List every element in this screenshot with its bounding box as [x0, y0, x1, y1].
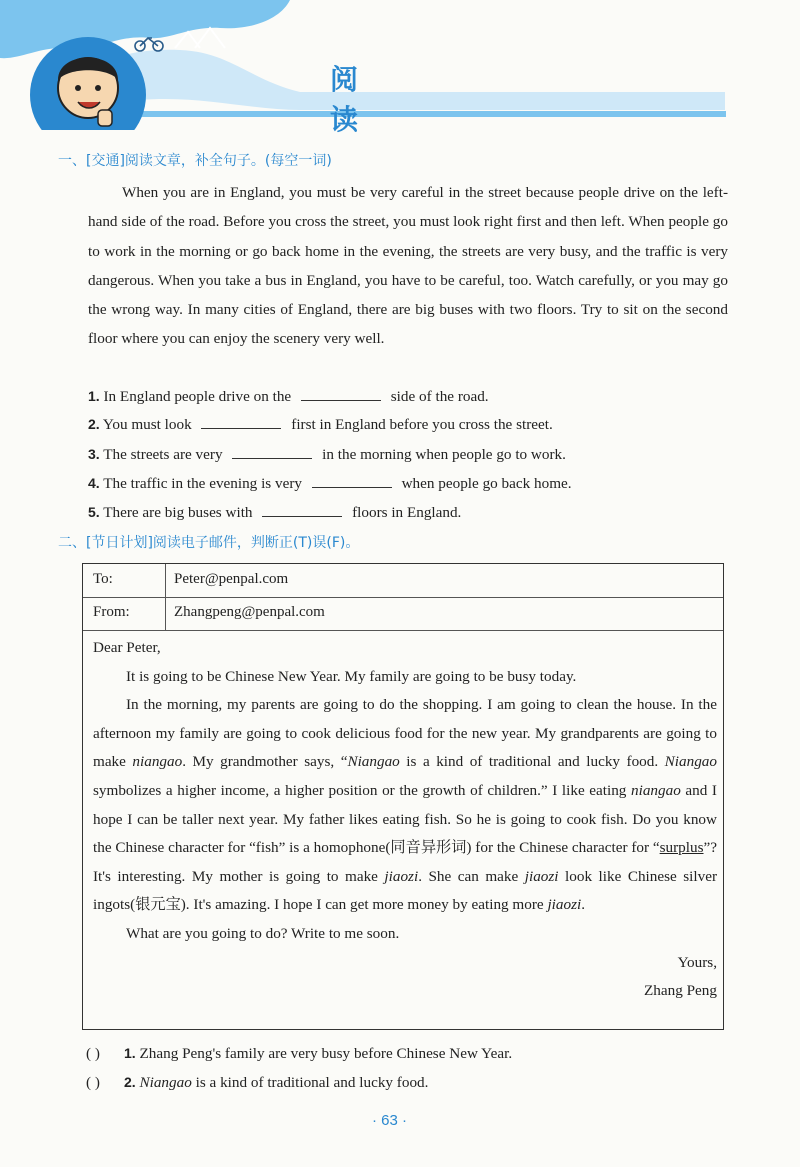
section1-heading: 一、[交通]阅读文章，补全句子。(每空一词) — [58, 153, 332, 169]
answer-blank[interactable] — [201, 414, 281, 429]
text-run: . My grandmother says, “ — [182, 753, 348, 771]
question-text-after: floors in England. — [352, 504, 462, 521]
italic-term: niangao — [132, 753, 183, 771]
email-paragraph-2 — [93, 691, 717, 920]
question-text-before: There are big buses with — [103, 504, 253, 521]
answer-blank[interactable] — [301, 386, 381, 401]
question-number: 5. — [88, 504, 100, 520]
italic-term: jiaozi — [547, 896, 582, 914]
question-text-before: The traffic in the evening is very — [103, 475, 302, 492]
italic-term: jiaozi — [384, 867, 419, 885]
tf-question-1 — [86, 1045, 512, 1063]
email-paragraph-3: What are you going to do? Write to me soon. — [126, 924, 400, 942]
cloud-shape — [0, 0, 290, 58]
answer-paren[interactable]: ( ) — [86, 1045, 100, 1062]
question-2 — [88, 414, 553, 434]
question-text-after: when people go back home. — [401, 475, 572, 492]
answer-blank[interactable] — [312, 473, 392, 488]
email-body — [93, 634, 717, 1006]
email-closing: Yours, — [677, 953, 717, 971]
text-run: . — [581, 896, 586, 914]
passage-text: When you are in England, you must be very careful in the street because people drive on the left-hand side of the road. Before you cross the street, you must look right first and then left. When people go to work in the morning or go back home in the evening, the streets are very busy, and the traffic is very dangerous. When you take a bus in England, you have to be careful, too. Watch carefully, or you may go the wrong way. In many cities of England, there are big buses with two floors. Try to sit on the second floor where you can enjoy the scenery very well. — [88, 184, 728, 348]
text-run: In the morning, my parents are going to do the shopping. I am going to clean the house. In the afternoon my family are going to cook delicious food for the new year. My grandparents are going to make — [93, 696, 717, 771]
question-number: 4. — [88, 475, 100, 491]
question-text-after: in the morning when people go to work. — [322, 446, 566, 463]
email-paragraph-1: It is going to be Chinese New Year. My family are going to be busy today. — [126, 667, 577, 685]
text-run: and I hope I can be taller next year. My father likes eating fish. So he is going to cook fish. Do you know the Chinese character for “fish” is a homophone(同音异形词) for the Chinese character for “ — [93, 781, 717, 857]
text-run: is a kind of traditional and lucky food. — [399, 753, 665, 771]
from-label: From: — [93, 604, 130, 620]
bicycle-icon — [135, 38, 163, 51]
text-run: . She can make — [418, 867, 525, 885]
from-address: Zhangpeng@penpal.com — [174, 604, 325, 620]
email-greeting: Dear Peter, — [93, 639, 161, 656]
italic-term: Niangao — [139, 1074, 192, 1091]
row-divider — [165, 597, 166, 630]
question-number: 2. — [124, 1074, 136, 1090]
email-signature: Zhang Peng — [644, 982, 717, 1000]
email-from-row — [83, 597, 723, 631]
tf-question-text: Zhang Peng's family are very busy before Chinese New Year. — [135, 1045, 513, 1062]
italic-term: jiaozi — [524, 867, 559, 885]
question-number: 1. — [88, 388, 100, 404]
to-label: To: — [93, 571, 113, 587]
question-number: 3. — [88, 446, 100, 462]
italic-term: niangao — [631, 781, 681, 799]
question-text-before: You must look — [102, 416, 192, 433]
page-number: · 63 · — [372, 1112, 408, 1129]
question-3 — [88, 444, 566, 464]
answer-blank[interactable] — [262, 502, 342, 517]
text-run: symbolizes a higher income, a higher position or the growth of children.” I like eating — [93, 781, 631, 799]
question-text-before: The streets are very — [103, 446, 223, 463]
page-title: 阅 读 — [330, 63, 399, 136]
italic-term: Niangao — [347, 753, 400, 771]
question-number: 2. — [88, 416, 100, 432]
question-text-after: side of the road. — [390, 388, 489, 405]
row-divider — [165, 564, 166, 597]
to-address: Peter@penpal.com — [174, 571, 289, 587]
boy-mascot-icon — [30, 37, 146, 130]
email-box — [82, 563, 724, 1030]
email-to-row — [83, 564, 723, 598]
answer-blank[interactable] — [232, 444, 312, 459]
reading-passage — [88, 178, 728, 354]
underlined-term: surplus — [659, 839, 704, 857]
question-1 — [88, 386, 489, 406]
question-text-before: In England people drive on the — [103, 388, 292, 405]
tf-question-2 — [86, 1074, 428, 1092]
text-run: look like Chinese silver ingots(银元宝). It's amazing. I hope I can get more money by eating more — [93, 867, 718, 914]
question-5 — [88, 502, 461, 522]
tf-question-text: is a kind of traditional and lucky food. — [191, 1074, 429, 1091]
italic-term: Niangao — [664, 753, 717, 771]
question-4 — [88, 473, 572, 493]
question-text-after: first in England before you cross the street. — [291, 416, 553, 433]
question-number: 1. — [124, 1045, 136, 1061]
section2-heading: 二、[节日计划]阅读电子邮件，判断正(T)误(F)。 — [58, 535, 360, 551]
text-run: ”? It's interesting. My mother is going to make — [93, 839, 717, 885]
answer-paren[interactable]: ( ) — [86, 1074, 100, 1091]
